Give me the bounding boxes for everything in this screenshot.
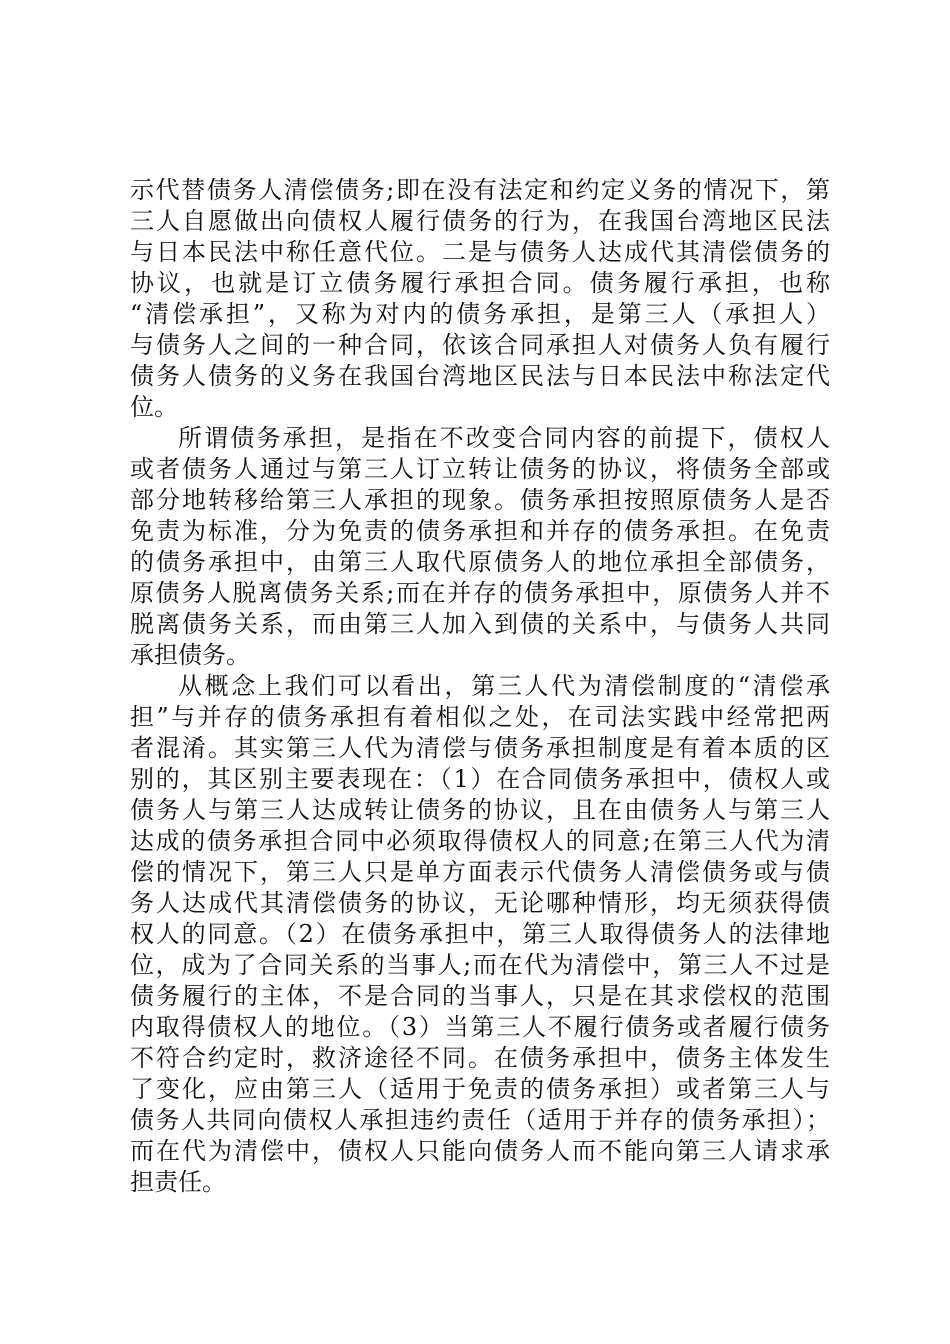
text-line: 偿的情况下，第三人只是单方面表示代债务人清偿债务或与债 xyxy=(130,858,830,886)
text-line: 不符合约定时，救济途径不同。在债务承担中，债务主体发生 xyxy=(130,1044,830,1072)
text-line: 示代替债务人清偿债务;即在没有法定和约定义务的情况下，第 xyxy=(130,176,830,204)
text-line: 部分地转移给第三人承担的现象。债务承担按照原债务人是否 xyxy=(130,486,830,514)
text-line: 免责为标准，分为免责的债务承担和并存的债务承担。在免责 xyxy=(130,517,830,545)
text-line: 与债务人之间的一种合同，依该合同承担人对债务人负有履行 xyxy=(130,331,830,359)
text-line: 承担债务。 xyxy=(130,641,250,669)
text-line: 达成的债务承担合同中必须取得债权人的同意;在第三人代为清 xyxy=(130,827,830,855)
text-line: 协议，也就是订立债务履行承担合同。债务履行承担，也称 xyxy=(130,269,830,297)
text-line: 所谓债务承担，是指在不改变合同内容的前提下，债权人 xyxy=(178,424,830,452)
text-line: 债务人债务的义务在我国台湾地区民法与日本民法中称法定代 xyxy=(130,362,830,390)
text-line: 债务人与第三人达成转让债务的协议，且在由债务人与第三人 xyxy=(130,796,830,824)
text-line: 内取得债权人的地位。（3）当第三人不履行债务或者履行债务 xyxy=(130,1013,830,1041)
text-line: 或者债务人通过与第三人订立转让债务的协议，将债务全部或 xyxy=(130,455,830,483)
text-line: 务人达成代其清偿债务的协议，无论哪种情形，均无须获得债 xyxy=(130,889,830,917)
text-line: 债务履行的主体，不是合同的当事人，只是在其求偿权的范围 xyxy=(130,982,830,1010)
body-text xyxy=(130,175,830,1198)
paragraph-3 xyxy=(130,671,830,1198)
text-line: 担责任。 xyxy=(130,1168,226,1196)
text-line: 与日本民法中称任意代位。二是与债务人达成代其清偿债务的 xyxy=(130,238,830,266)
text-line: 了变化，应由第三人（适用于免责的债务承担）或者第三人与 xyxy=(130,1075,830,1103)
paragraph-1 xyxy=(130,175,830,423)
text-line: 位。 xyxy=(130,393,178,421)
text-line: “清偿承担”，又称为对内的债务承担，是第三人（承担人） xyxy=(130,300,830,328)
text-line: 原债务人脱离债务关系;而在并存的债务承担中，原债务人并不 xyxy=(130,579,830,607)
text-line: 三人自愿做出向债权人履行债务的行为，在我国台湾地区民法 xyxy=(130,207,830,235)
text-line: 别的，其区别主要表现在：（1）在合同债务承担中，债权人或 xyxy=(130,765,830,793)
text-line: 而在代为清偿中，债权人只能向债务人而不能向第三人请求承 xyxy=(130,1137,830,1165)
text-line: 脱离债务关系，而由第三人加入到债的关系中，与债务人共同 xyxy=(130,610,830,638)
text-line: 担”与并存的债务承担有着相似之处，在司法实践中经常把两 xyxy=(130,703,830,731)
text-line: 债务人共同向债权人承担违约责任（适用于并存的债务承担）； xyxy=(130,1106,830,1134)
text-line: 位，成为了合同关系的当事人;而在代为清偿中，第三人不过是 xyxy=(130,951,830,979)
text-line: 权人的同意。（2）在债务承担中，第三人取得债务人的法律地 xyxy=(130,920,830,948)
text-line: 从概念上我们可以看出，第三人代为清偿制度的“清偿承 xyxy=(178,672,830,700)
text-line: 者混淆。其实第三人代为清偿与债务承担制度是有着本质的区 xyxy=(130,734,830,762)
text-line: 的债务承担中，由第三人取代原债务人的地位承担全部债务， xyxy=(130,548,830,576)
paragraph-2 xyxy=(130,423,830,671)
